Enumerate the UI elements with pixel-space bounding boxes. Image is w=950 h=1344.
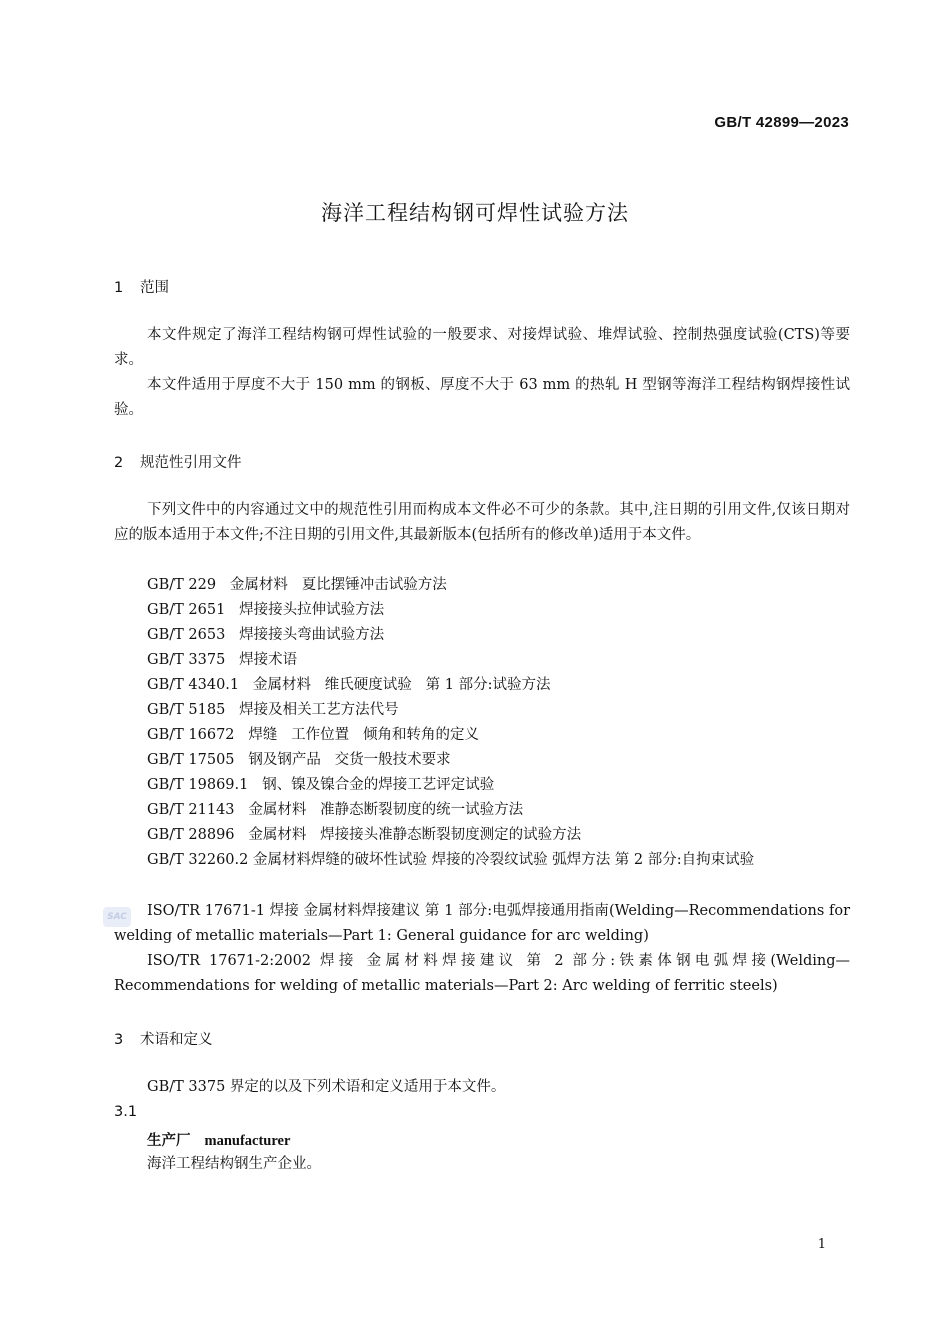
section-number: 1	[114, 280, 124, 296]
term-entry	[147, 1129, 290, 1150]
term-chinese: 生产厂	[147, 1133, 191, 1149]
term-number: 3.1	[114, 1104, 138, 1120]
reference-item: ISO/TR 17671-1 焊接 金属材料焊接建议 第 1 部分:电弧焊接通用指南(Welding—Recommendations for welding of metallic materials—Part 1: General guidance for arc welding)	[114, 903, 850, 944]
section-number: 2	[114, 455, 124, 471]
term-definition: 海洋工程结构钢生产企业。	[147, 1156, 321, 1172]
reference-item: ISO/TR 17671-2:2002 焊接 金属材料焊接建议 第 2 部分:铁素体钢电弧焊接(Welding—Recommendations for welding of metallic materials—Part 2: Arc welding of ferritic steels)	[114, 953, 850, 994]
reference-item: GB/T 28896 金属材料 焊接接头准静态断裂韧度测定的试验方法	[147, 827, 582, 843]
reference-item: GB/T 3375 焊接术语	[147, 652, 298, 668]
section-3-heading	[114, 1028, 213, 1049]
section-title: 规范性引用文件	[140, 455, 242, 471]
section-2-heading	[114, 451, 242, 472]
reference-item: GB/T 2653 焊接接头弯曲试验方法	[147, 627, 385, 643]
reference-item: GB/T 17505 钢及钢产品 交货一般技术要求	[147, 752, 451, 768]
reference-item: GB/T 32260.2 金属材料焊缝的破坏性试验 焊接的冷裂纹试验 弧焊方法 第 2 部分:自拘束试验	[147, 852, 755, 868]
reference-item: GB/T 16672 焊缝 工作位置 倾角和转角的定义	[147, 727, 480, 743]
reference-item: GB/T 21143 金属材料 准静态断裂韧度的统一试验方法	[147, 802, 524, 818]
standard-number: GB/T 42899—2023	[714, 114, 849, 131]
document-title: 海洋工程结构钢可焊性试验方法	[321, 201, 629, 225]
reference-item: GB/T 2651 焊接接头拉伸试验方法	[147, 602, 385, 618]
scope-paragraph-1: 本文件规定了海洋工程结构钢可焊性试验的一般要求、对接焊试验、堆焊试验、控制热强度试验(CTS)等要求。	[114, 327, 850, 368]
reference-item: GB/T 229 金属材料 夏比摆锤冲击试验方法	[147, 577, 447, 593]
terms-intro: GB/T 3375 界定的以及下列术语和定义适用于本文件。	[147, 1079, 506, 1095]
page-number: 1	[817, 1237, 826, 1252]
section-title: 术语和定义	[140, 1032, 213, 1048]
reference-item: GB/T 5185 焊接及相关工艺方法代号	[147, 702, 399, 718]
term-english: manufacturer	[204, 1133, 291, 1149]
section-1-heading	[114, 276, 169, 297]
scope-paragraph-2: 本文件适用于厚度不大于 150 mm 的钢板、厚度不大于 63 mm 的热轧 H 型钢等海洋工程结构钢焊接性试验。	[114, 377, 850, 418]
section-title: 范围	[140, 280, 169, 296]
references-intro: 下列文件中的内容通过文中的规范性引用而构成本文件必不可少的条款。其中,注日期的引用文件,仅该日期对应的版本适用于本文件;不注日期的引用文件,其最新版本(包括所有的修改单)适用于本文件。	[114, 502, 850, 543]
reference-item: GB/T 4340.1 金属材料 维氏硬度试验 第 1 部分:试验方法	[147, 677, 551, 693]
sac-watermark-stamp: SAC	[103, 907, 131, 927]
reference-item: GB/T 19869.1 钢、镍及镍合金的焊接工艺评定试验	[147, 777, 495, 793]
section-number: 3	[114, 1032, 124, 1048]
